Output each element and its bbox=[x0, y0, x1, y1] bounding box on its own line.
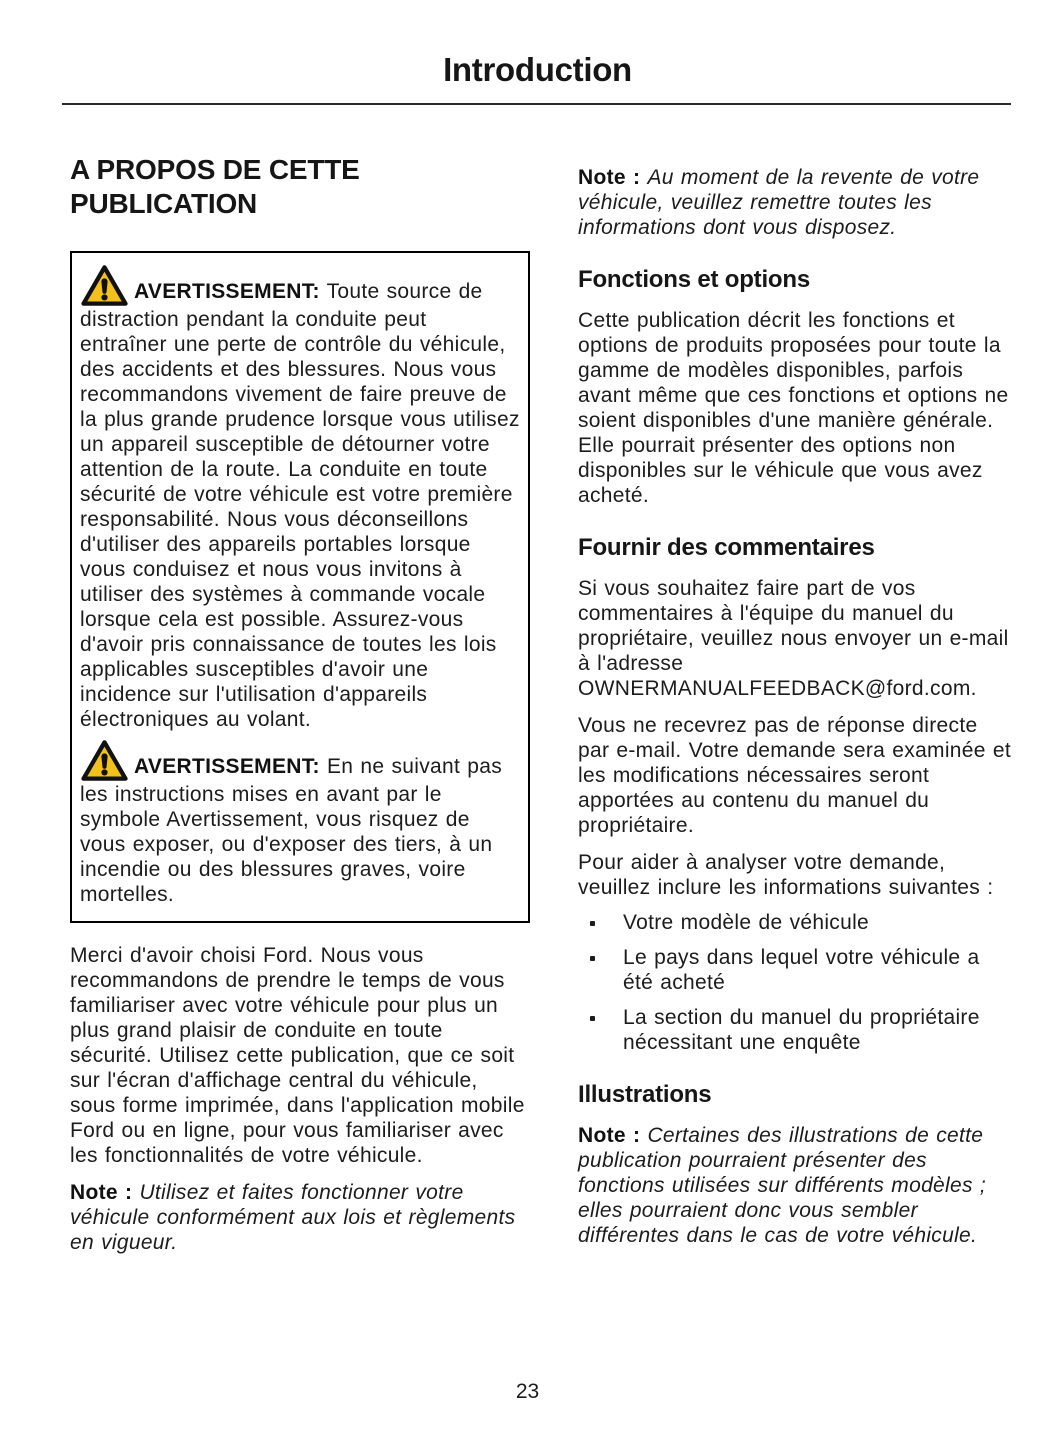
body-paragraph-functions: Cette publication décrit les fonctions et options de produits proposées pour toute la gamme de modèles disponibles, parfois avant même que ces fonctions et options ne soient disponibles d'une manière générale. Elle pourrait présenter des options non disponibles sur le véhicule que vous avez acheté. bbox=[578, 309, 1009, 507]
note-text: Certaines des illustrations de cette publication pourraient présenter des fonctions utilisées sur différents modèles ; elles pourraient donc vous sembler différentes dans le cas de votre véhicule. bbox=[578, 1124, 987, 1247]
body-paragraph-thanks: Merci d'avoir choisi Ford. Nous vous recommandons de prendre le temps de vous familiariser avec votre véhicule pour plus un plus grand plaisir de conduite en toute sécurité. Utilisez cette publication, que ce soit sur l'écran d'affichage central du véhicule, sous forme imprimée, dans l'application mobile Ford ou en ligne, pour vous familiariser avec les fonctionnalités de votre véhicule. bbox=[70, 944, 525, 1167]
bullet-text: Le pays dans lequel votre véhicule a été acheté bbox=[623, 946, 980, 994]
warning-paragraph bbox=[80, 265, 520, 732]
bullet-text: Votre modèle de véhicule bbox=[623, 911, 870, 934]
note-paragraph-laws bbox=[70, 1180, 530, 1255]
bullet-item bbox=[578, 910, 1015, 935]
bullet-dot bbox=[590, 1016, 595, 1021]
warning-paragraph bbox=[80, 740, 520, 907]
note-text: Utilisez et faites fonctionner votre véhicule conformément aux lois et règlements en vigueur. bbox=[70, 1181, 516, 1254]
body-paragraph-feedback-include: Pour aider à analyser votre demande, veuillez inclure les informations suivantes : bbox=[578, 851, 994, 899]
bullet-dot bbox=[590, 921, 595, 926]
warning-triangle-icon bbox=[80, 265, 129, 307]
bullet-dot bbox=[590, 956, 595, 961]
note-label: Note : bbox=[70, 1181, 133, 1204]
bullet-item bbox=[578, 1005, 1015, 1055]
section-heading-feedback: Fournir des commentaires bbox=[578, 534, 875, 561]
section-heading-illustrations: Illustrations bbox=[578, 1081, 712, 1108]
section-heading-functions: Fonctions et options bbox=[578, 266, 810, 293]
warning-label: AVERTISSEMENT: bbox=[134, 755, 320, 778]
section-heading-about: A PROPOS DE CETTE PUBLICATION bbox=[70, 154, 360, 219]
warning-text: En ne suivant pas les instructions mises en avant par le symbole Avertissement, vous risquez de vous exposer, ou d'exposer des tiers, à un incendie ou des blessures graves, voire mortelles. bbox=[80, 755, 503, 906]
note-paragraph-resale bbox=[578, 165, 1015, 240]
warning-text: Toute source de distraction pendant la conduite peut entraîner une perte de contrôle du véhicule, des accidents et des blessures. Nous vous recommandons vivement de faire preuve de la plus grande prudence lorsque vous utilisez un appareil susceptible de détourner votre attention de la route. La conduite en toute sécurité de votre véhicule est votre première responsabilité. Nous vous déconseillons d'utiliser des appareils portables lorsque vous conduisez et nous vous invitons à utiliser des systèmes à commande vocale lorsque cela est possible. Assurez-vous d'avoir pris connaissance de toutes les lois applicables susceptibles d'avoir une incidence sur l'utilisation d'appareils électroniques au volant. bbox=[80, 280, 520, 731]
content-columns bbox=[70, 153, 1011, 1255]
page-number: 23 bbox=[515, 1380, 540, 1403]
warning-triangle-icon bbox=[80, 740, 129, 782]
warning-box bbox=[70, 251, 530, 923]
page-title: Introduction bbox=[443, 51, 632, 88]
bullet-list bbox=[578, 910, 1015, 1055]
note-paragraph-illustrations bbox=[578, 1123, 1015, 1248]
left-column bbox=[70, 153, 530, 1255]
warning-label: AVERTISSEMENT: bbox=[134, 280, 320, 303]
body-paragraph-feedback-response: Vous ne recevrez pas de réponse directe par e-mail. Votre demande sera examinée et les modifications nécessaires seront apportées au contenu du manuel du propriétaire. bbox=[578, 714, 1011, 837]
body-paragraph-feedback-email: Si vous souhaitez faire part de vos commentaires à l'équipe du manuel du propriétaire, veuillez nous envoyer un e-mail à l'adresse OWNERMANUALFEEDBACK@ford.com. bbox=[578, 577, 1009, 700]
note-label: Note : bbox=[578, 1124, 641, 1147]
bullet-text: La section du manuel du propriétaire nécessitant une enquête bbox=[623, 1006, 980, 1054]
right-column bbox=[578, 153, 1015, 1255]
note-text: Au moment de la revente de votre véhicule, veuillez remettre toutes les informations dont vous disposez. bbox=[578, 166, 980, 239]
note-label: Note : bbox=[578, 166, 641, 189]
title-divider bbox=[62, 103, 1011, 105]
bullet-item bbox=[578, 945, 1015, 995]
